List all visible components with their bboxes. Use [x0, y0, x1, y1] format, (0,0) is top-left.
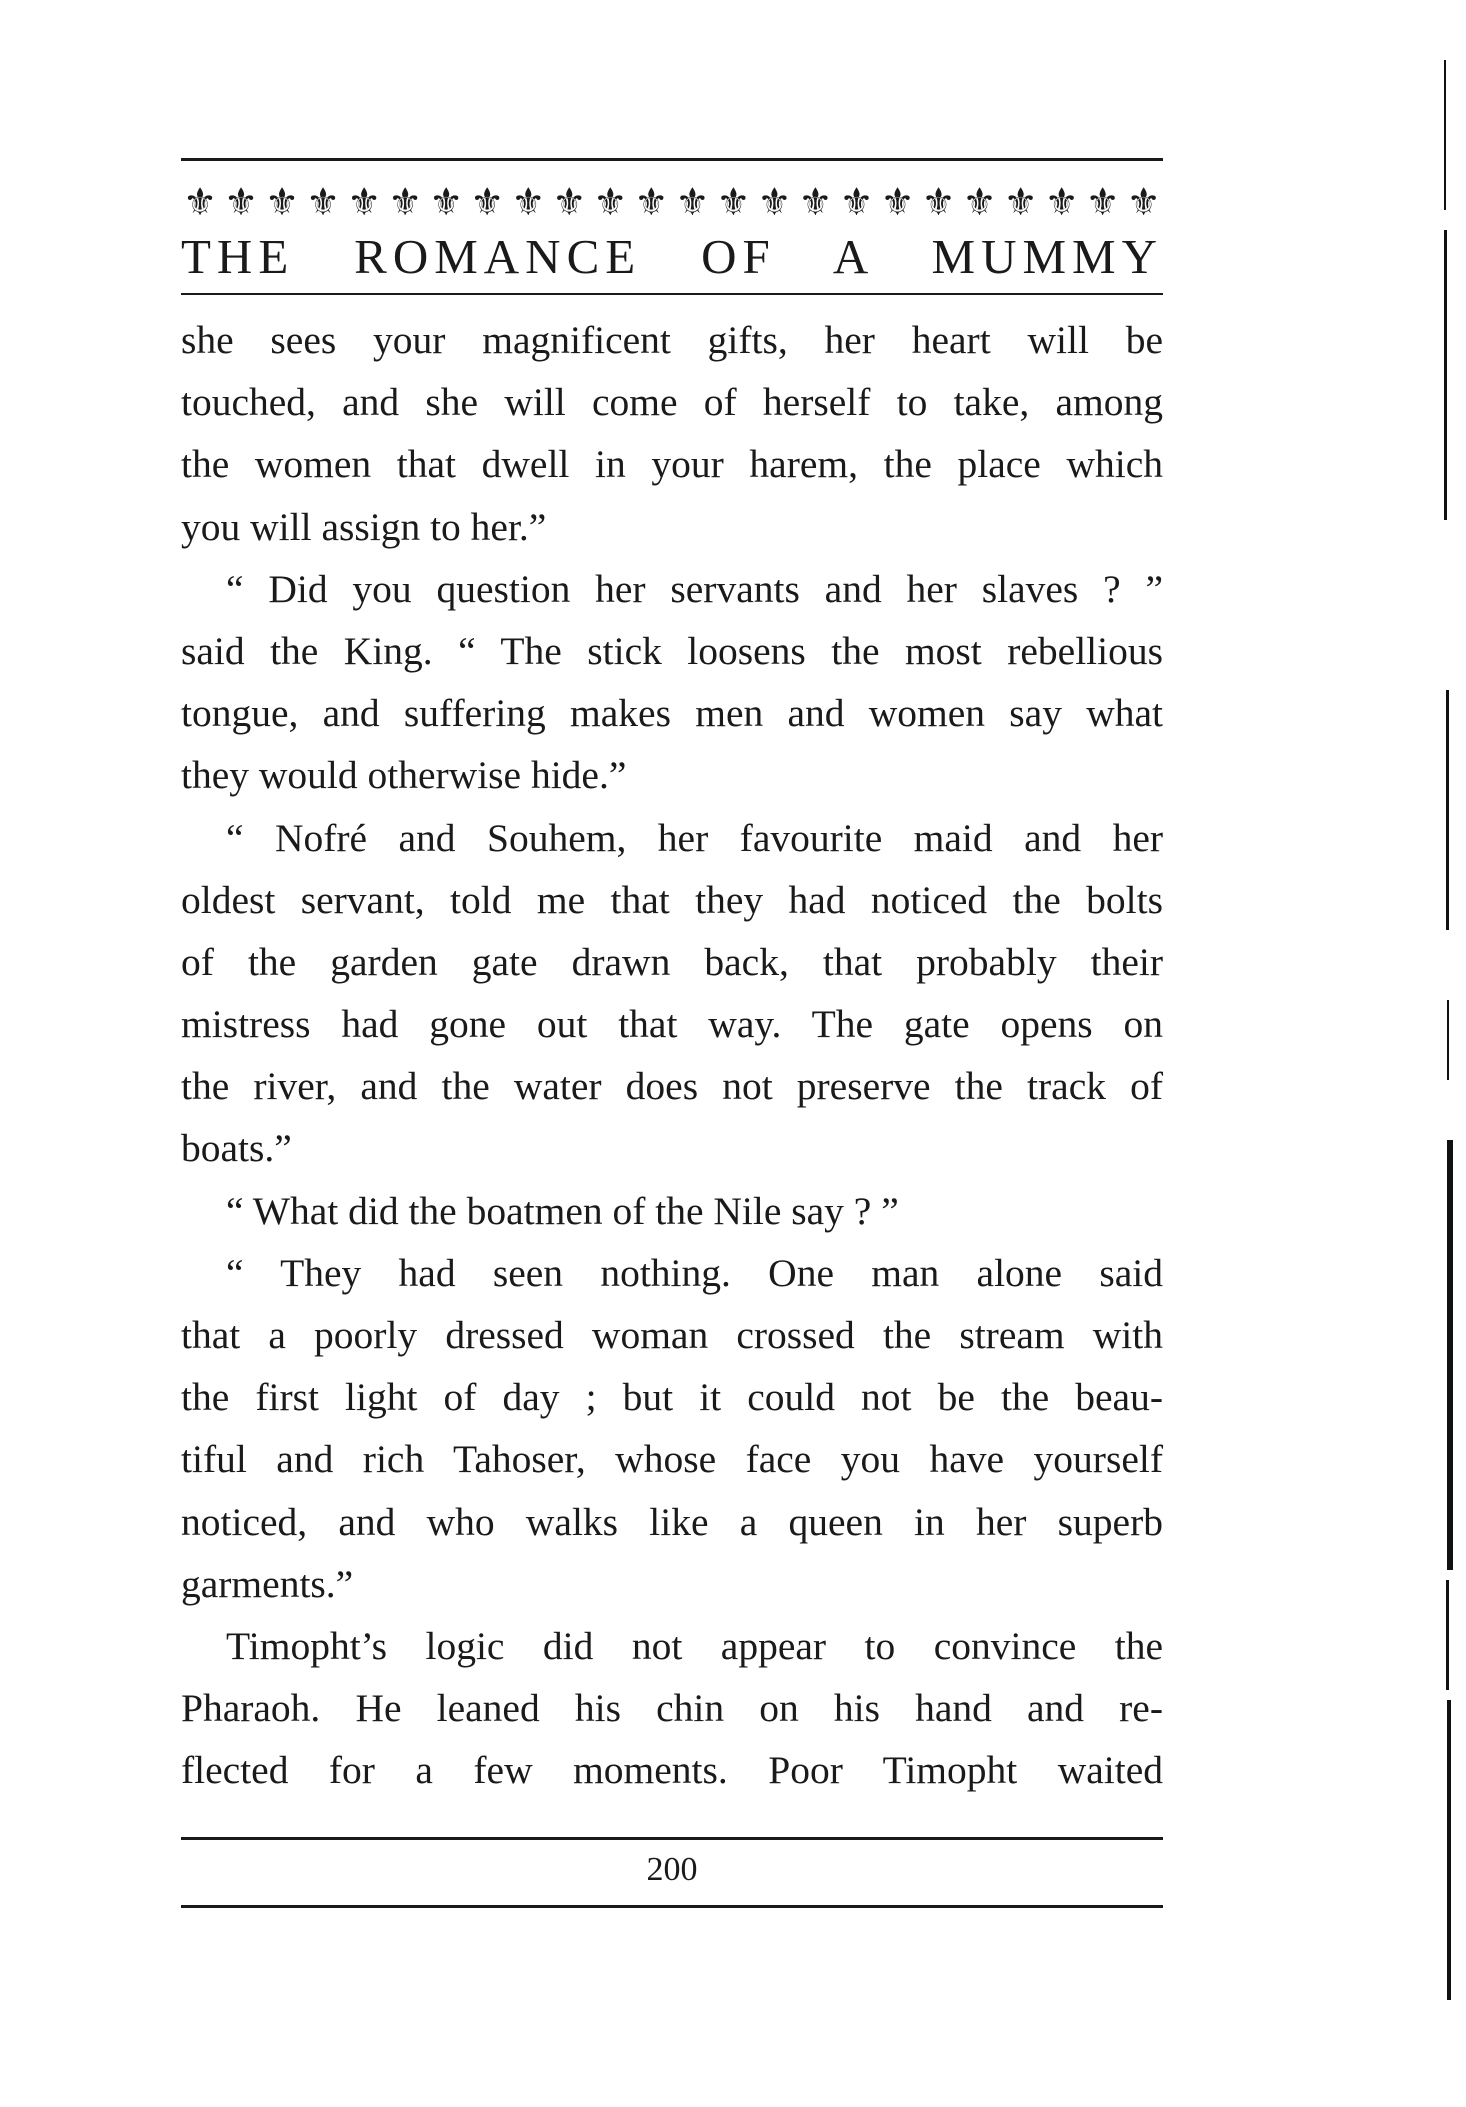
fleuron-icon: ⚜ — [675, 183, 710, 223]
text-line: touched, and she will come of herself to take, among — [181, 380, 1163, 425]
text-line: you will assign to her.” — [181, 504, 547, 549]
text-line: boats.” — [181, 1126, 292, 1171]
fleuron-icon: ⚜ — [716, 183, 751, 223]
fleuron-icon: ⚜ — [552, 183, 587, 223]
fleuron-icon: ⚜ — [470, 183, 505, 223]
text-line: flected for a few moments. Poor Timopht waited — [181, 1748, 1163, 1793]
running-head-title: THE ROMANCE OF A MUMMY — [181, 229, 1163, 284]
fleuron-icon: ⚜ — [634, 183, 669, 223]
fleuron-icon: ⚜ — [1085, 183, 1120, 223]
paragraph — [181, 309, 1163, 558]
fleuron-icon: ⚜ — [757, 183, 792, 223]
text-line: oldest servant, told me that they had noticed the bolts — [181, 877, 1163, 922]
fleuron-icon: ⚜ — [306, 183, 341, 223]
text-line: mistress had gone out that way. The gate opens on — [181, 1002, 1163, 1047]
text-line: “ They had seen nothing. One man alone said — [226, 1250, 1163, 1295]
text-line: tongue, and suffering makes men and women say what — [181, 691, 1163, 736]
fleuron-icon: ⚜ — [1126, 183, 1161, 223]
text-line: noticed, and who walks like a queen in her superb — [181, 1499, 1163, 1544]
fleuron-icon: ⚜ — [388, 183, 423, 223]
text-line: “ What did the boatmen of the Nile say ? ” — [226, 1188, 899, 1233]
text-line: she sees your magnificent gifts, her heart will be — [181, 318, 1163, 362]
fleuron-icon: ⚜ — [593, 183, 628, 223]
paragraph — [181, 558, 1163, 807]
text-line: Timopht’s logic did not appear to convince the — [226, 1623, 1163, 1668]
scan-edge-shadow — [1442, 60, 1454, 2080]
fleuron-icon: ⚜ — [511, 183, 546, 223]
footer-rule-bottom — [181, 1905, 1163, 1908]
paragraph — [181, 1180, 1163, 1242]
paragraph — [181, 1615, 1163, 1802]
text-line: Pharaoh. He leaned his chin on his hand and re- — [181, 1686, 1163, 1731]
text-line: said the King. “ The stick loosens the most rebellious — [181, 628, 1163, 673]
text-line: of the garden gate drawn back, that probably their — [181, 939, 1163, 984]
text-line: they would otherwise hide.” — [181, 753, 627, 798]
fleuron-icon: ⚜ — [880, 183, 915, 223]
fleuron-icon: ⚜ — [347, 183, 382, 223]
fleuron-icon: ⚜ — [265, 183, 300, 223]
fleuron-icon: ⚜ — [223, 183, 259, 223]
fleuron-icon: ⚜ — [921, 183, 956, 223]
header-rule — [181, 293, 1163, 295]
text-line: tiful and rich Tahoser, whose face you have yourself — [181, 1437, 1163, 1482]
text-line: the women that dwell in your harem, the place which — [181, 442, 1163, 487]
text-line: “ Nofré and Souhem, her favourite maid and her — [226, 815, 1163, 860]
paragraph — [181, 807, 1163, 1180]
fleuron-icon: ⚜ — [1003, 183, 1038, 223]
text-line: the first light of day ; but it could not be the beau- — [181, 1375, 1163, 1420]
text-line: “ Did you question her servants and her slaves ? ” — [226, 566, 1163, 611]
paragraph — [181, 1242, 1163, 1615]
fleuron-icon: ⚜ — [798, 183, 833, 223]
fleuron-icon: ⚜ — [839, 183, 874, 223]
text-line: garments.” — [181, 1561, 354, 1606]
fleuron-icon: ⚜ — [962, 183, 997, 223]
fleuron-ornament-row — [181, 183, 1163, 223]
text-column — [181, 158, 1163, 1802]
body-text — [181, 309, 1163, 1802]
text-line: the river, and the water does not preserve the track of — [181, 1064, 1163, 1109]
footer-rule-top — [181, 1837, 1163, 1840]
fleuron-icon: ⚜ — [182, 183, 218, 223]
top-rule — [181, 158, 1163, 161]
page-number: 200 — [646, 1851, 698, 1888]
fleuron-icon: ⚜ — [429, 183, 464, 223]
text-line: that a poorly dressed woman crossed the stream with — [181, 1313, 1163, 1357]
fleuron-icon: ⚜ — [1044, 183, 1079, 223]
